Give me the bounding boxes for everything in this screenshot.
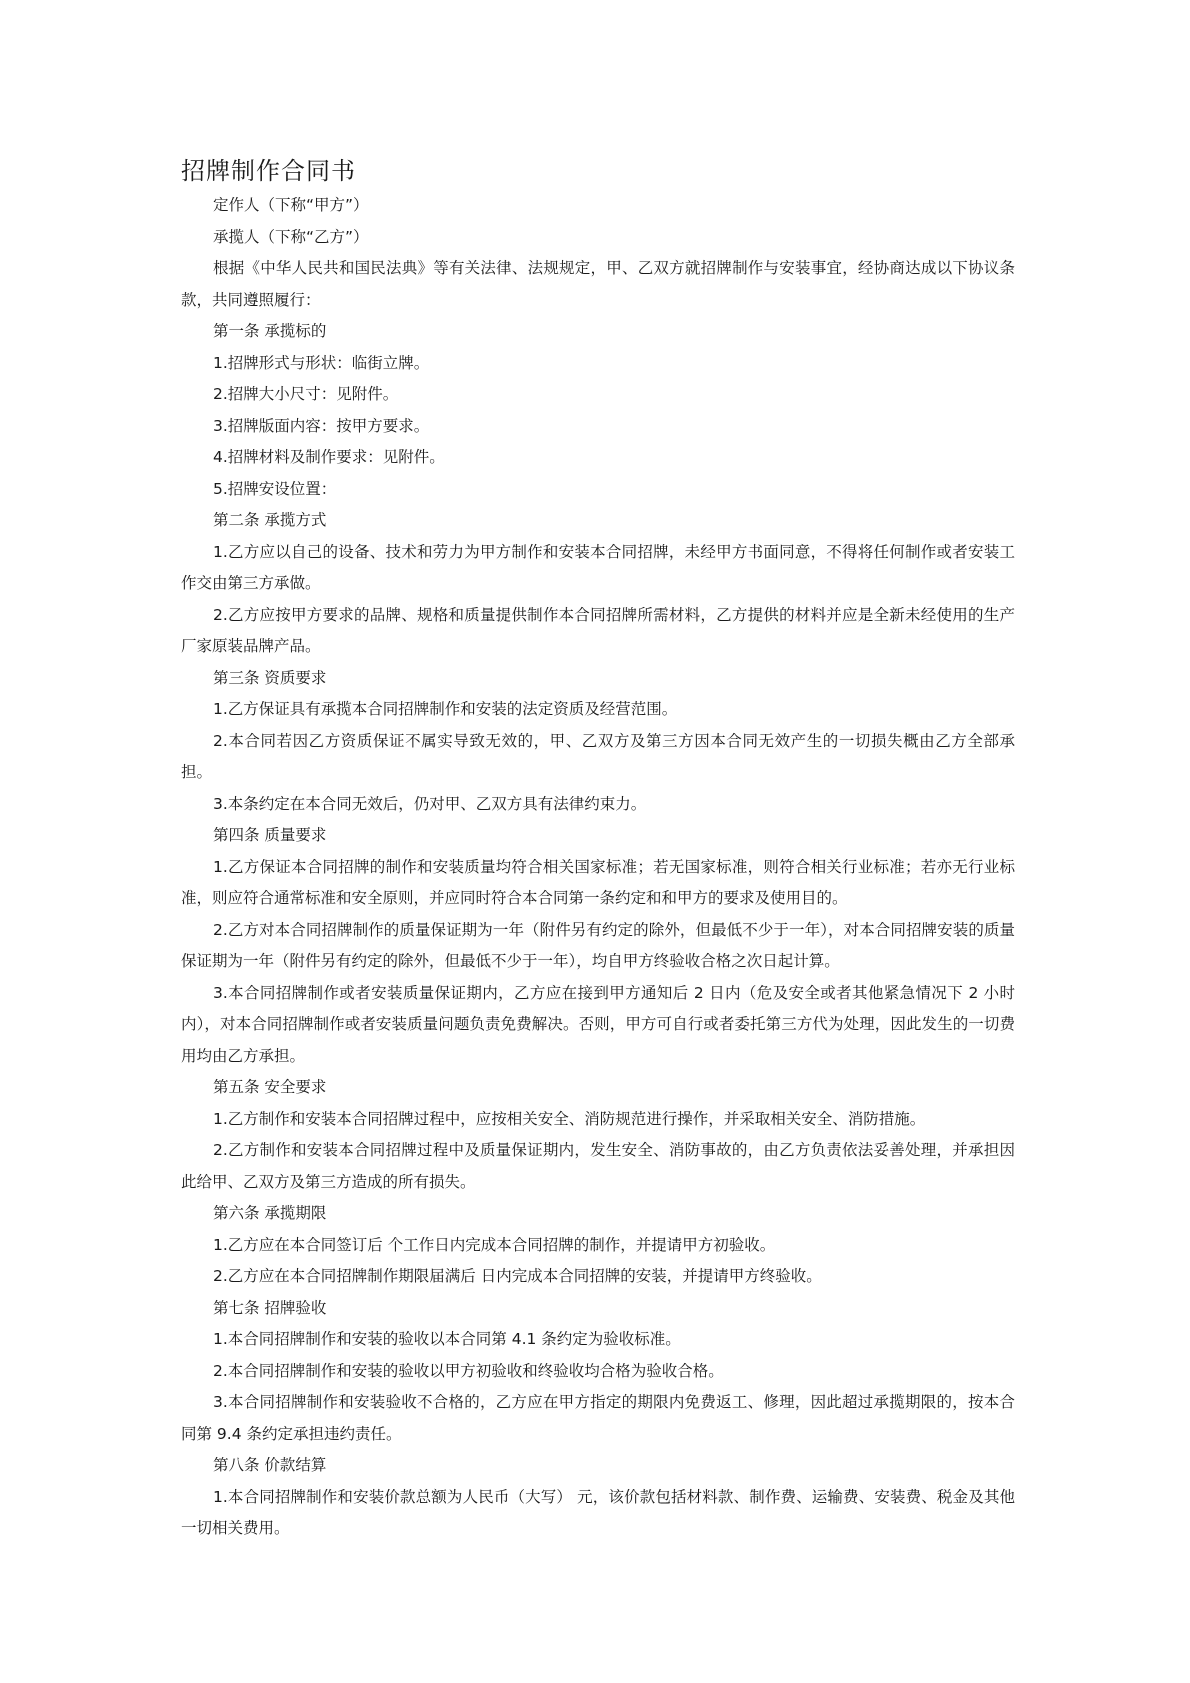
paragraph: 根据《中华人民共和国民法典》等有关法律、法规规定，甲、乙双方就招牌制作与安装事宜，经协商达成以下协议条款，共同遵照履行：	[181, 259, 1015, 309]
section-heading: 第五条 安全要求	[213, 1078, 327, 1096]
paragraph: 承揽人（下称“乙方”）	[213, 227, 369, 246]
section-heading: 第六条 承揽期限	[213, 1204, 327, 1222]
paragraph: 3.本条约定在本合同无效后，仍对甲、乙双方具有法律约束力。	[213, 794, 647, 813]
paragraph: 5.招牌安设位置：	[213, 479, 337, 498]
paragraph: 3.本合同招牌制作或者安装质量保证期内，乙方应在接到甲方通知后 2 日内（危及安全或者其他紧急情况下 2 小时内），对本合同招牌制作或者安装质量问题负责免费解决。否则，甲方可自行或者委托第三方代为处理，因此发生的一切费用均由乙方承担。	[181, 983, 1015, 1065]
paragraph: 2.乙方对本合同招牌制作的质量保证期为一年（附件另有约定的除外，但最低不少于一年），对本合同招牌安装的质量保证期为一年（附件另有约定的除外，但最低不少于一年），均自甲方终验收合格之次日起计算。	[181, 920, 1015, 970]
paragraph: 2.本合同若因乙方资质保证不属实导致无效的，甲、乙双方及第三方因本合同无效产生的一切损失概由乙方全部承担。	[181, 731, 1015, 781]
paragraph: 2.乙方应按甲方要求的品牌、规格和质量提供制作本合同招牌所需材料，乙方提供的材料并应是全新未经使用的生产厂家原装品牌产品。	[181, 605, 1015, 655]
section-heading: 第四条 质量要求	[213, 826, 327, 844]
paragraph: 3.招牌版面内容：按甲方要求。	[213, 416, 430, 435]
paragraph: 1.乙方制作和安装本合同招牌过程中，应按相关安全、消防规范进行操作，并采取相关安全、消防措施。	[213, 1109, 926, 1128]
document-title: 招牌制作合同书	[181, 157, 356, 185]
paragraph: 1.乙方保证具有承揽本合同招牌制作和安装的法定资质及经营范围。	[213, 700, 678, 718]
paragraph: 2.乙方应在本合同招牌制作期限届满后 日内完成本合同招牌的安装，并提请甲方终验收。	[213, 1267, 822, 1285]
paragraph: 1.本合同招牌制作和安装的验收以本合同第 4.1 条约定为验收标准。	[213, 1330, 681, 1348]
paragraph: 2.招牌大小尺寸：见附件。	[213, 385, 399, 403]
section-heading: 第七条 招牌验收	[213, 1298, 327, 1317]
document-page	[181, 152, 1015, 1545]
section-heading: 第八条 价款结算	[213, 1456, 327, 1474]
paragraph: 4.招牌材料及制作要求：见附件。	[213, 448, 445, 466]
paragraph: 1.招牌形式与形状：临街立牌。	[213, 353, 430, 372]
section-heading: 第三条 资质要求	[213, 668, 327, 687]
section-heading: 第二条 承揽方式	[213, 511, 327, 529]
paragraph: 1.乙方保证本合同招牌的制作和安装质量均符合相关国家标准；若无国家标准，则符合相关行业标准；若亦无行业标准，则应符合通常标准和安全原则，并应同时符合本合同第一条约定和和甲方的要求及使用目的。	[181, 857, 1015, 907]
paragraph: 1.本合同招牌制作和安装价款总额为人民币（大写） 元，该价款包括材料款、制作费、运输费、安装费、税金及其他一切相关费用。	[181, 1487, 1015, 1537]
paragraph: 1.乙方应以自己的设备、技术和劳力为甲方制作和安装本合同招牌，未经甲方书面同意，不得将任何制作或者安装工作交由第三方承做。	[181, 542, 1015, 592]
paragraph: 2.乙方制作和安装本合同招牌过程中及质量保证期内，发生安全、消防事故的，由乙方负责依法妥善处理，并承担因此给甲、乙双方及第三方造成的所有损失。	[181, 1141, 1015, 1191]
section-heading: 第一条 承揽标的	[213, 322, 327, 340]
paragraph: 3.本合同招牌制作和安装验收不合格的，乙方应在甲方指定的期限内免费返工、修理，因此超过承揽期限的，按本合同第 9.4 条约定承担违约责任。	[181, 1393, 1015, 1443]
paragraph: 定作人（下称“甲方”）	[213, 196, 369, 214]
paragraph: 1.乙方应在本合同签订后 个工作日内完成本合同招牌的制作，并提请甲方初验收。	[213, 1235, 776, 1254]
document-body	[181, 190, 1015, 1545]
paragraph: 2.本合同招牌制作和安装的验收以甲方初验收和终验收均合格为验收合格。	[213, 1361, 724, 1380]
